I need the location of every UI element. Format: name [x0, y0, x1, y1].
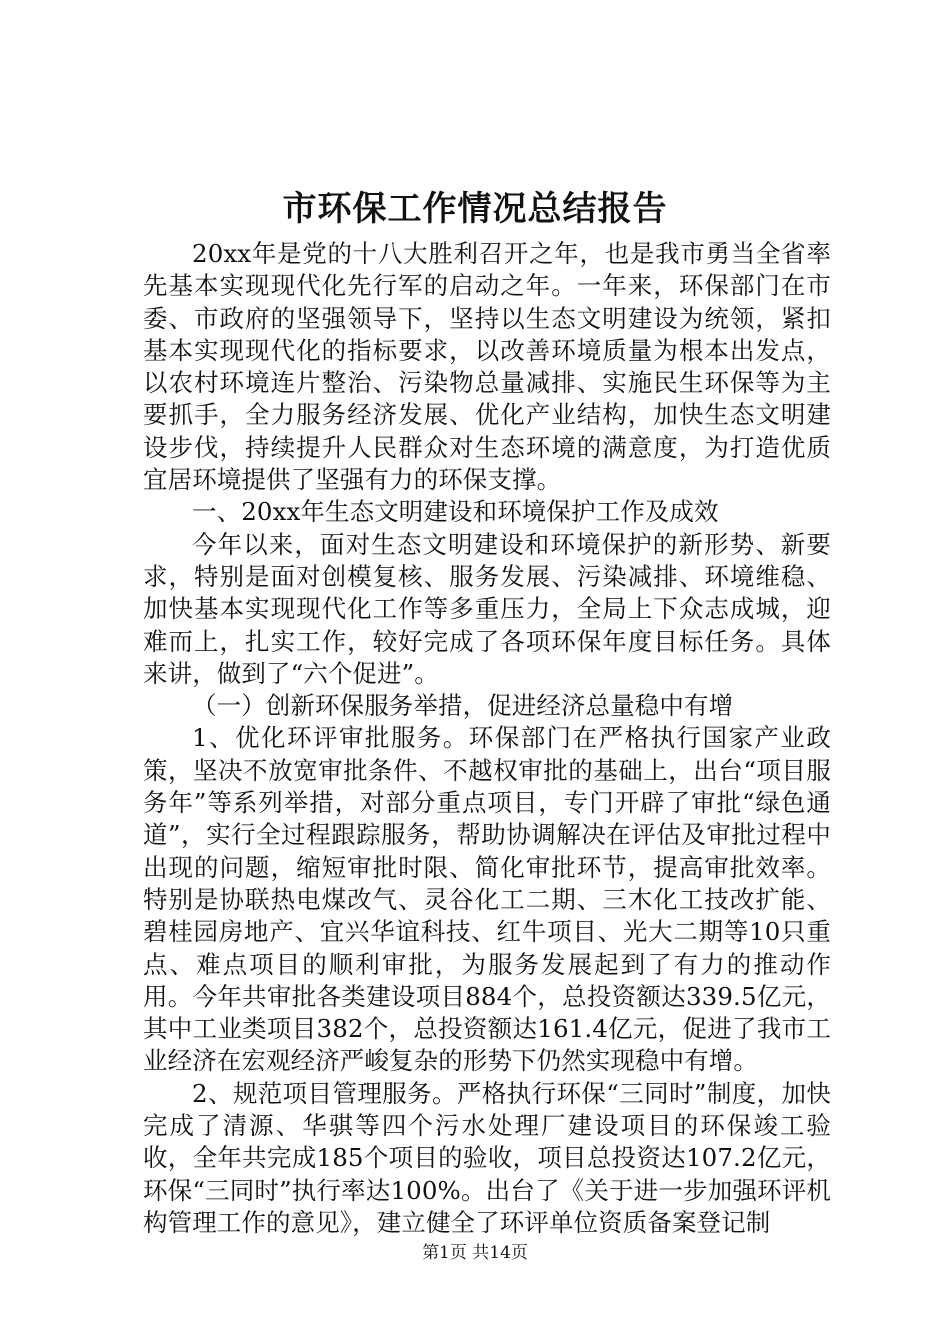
section-heading: 一、20xx年生态文明建设和环境保护工作及成效	[192, 497, 719, 527]
subsection-heading: （一）创新环保服务举措，促进经济总量稳中有增	[192, 691, 734, 721]
section-paragraph: 今年以来，面对生态文明建设和环境保护的新形势、新要求，特别是面对创模复核、服务发展、污染减排、环境维稳、加快基本实现现代化工作等多重压力，全局上下众志成城，迎难而上，扎实工作，较好完成了各项环保年度目标任务。具体来讲，做到了“六个促进”。	[143, 529, 831, 688]
document-body	[143, 238, 831, 1239]
document-title: 市环保工作情况总结报告	[282, 189, 668, 229]
intro-paragraph: 20xx年是党的十八大胜利召开之年，也是我市勇当全省率先基本实现现代化先行军的启动之年。一年来，环保部门在市委、市政府的坚强领导下，坚持以生态文明建设为统领，紧扣基本实现现代化的指标要求，以改善环境质量为根本出发点，以农村环境连片整治、污染物总量减排、实施民生环保等为主要抓手，全力服务经济发展、优化产业结构，加快生态文明建设步伐，持续提升人民群众对生态环境的满意度，为打造优质宜居环境提供了坚强有力的环保支撑。	[143, 239, 831, 495]
item-paragraph-1: 1、优化环评审批服务。环保部门在严格执行国家产业政策，坚决不放宽审批条件、不越权审批的基础上，出台“项目服务年”等系列举措，对部分重点项目，专门开辟了审批“绿色通道”，实行全过程跟踪服务，帮助协调解决在评估及审批过程中出现的问题，缩短审批时限、简化审批环节，提高审批效率。特别是协联热电煤改气、灵谷化工二期、三木化工技改扩能、碧桂园房地产、宜兴华谊科技、红牛项目、光大二期等10只重点、难点项目的顺利审批，为服务发展起到了有力的推动作用。今年共审批各类建设项目884个，总投资额达339.5亿元，其中工业类项目382个，总投资额达161.4亿元，促进了我市工业经济在宏观经济严峻复杂的形势下仍然实现稳中有增。	[143, 723, 831, 1076]
page-footer: 第1页 共14页	[422, 1243, 528, 1263]
item-paragraph-2: 2、规范项目管理服务。严格执行环保“三同时”制度，加快完成了清源、华骐等四个污水处理厂建设项目的环保竣工验收，全年共完成185个项目的验收，项目总投资达107.2亿元，环保“三同时”执行率达100%。出台了《关于进一步加强环评机构管理工作的意见》，建立健全了环评单位资质备案登记制	[143, 1078, 831, 1237]
